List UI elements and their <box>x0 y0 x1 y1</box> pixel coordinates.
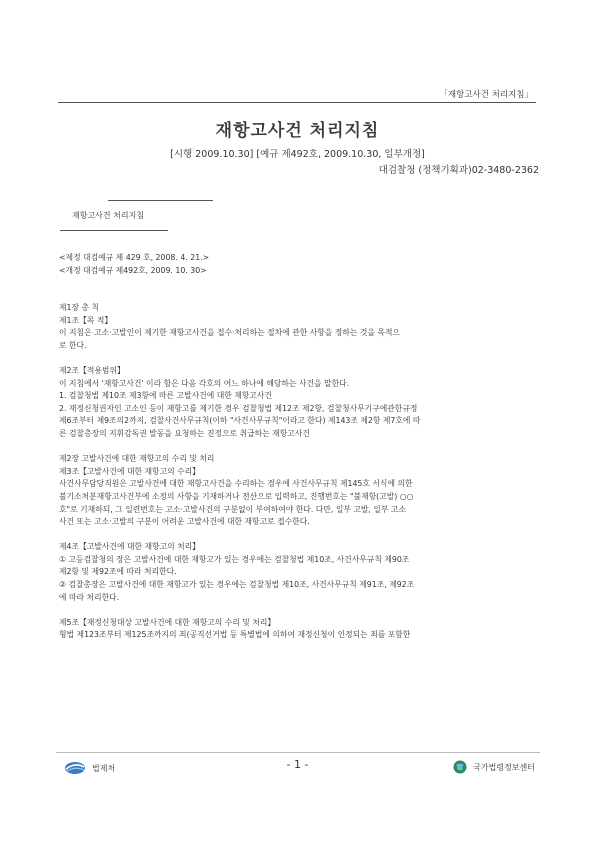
body-line: 사건사무담당직원은 고발사건에 대한 재항고사건을 수리하는 경우에 사건사무규칙 제145호 서식에 의한 <box>59 479 413 489</box>
body-line: 제1장 총 칙 <box>59 303 100 312</box>
body-line: 불기소처분재항고사건부에 소정의 사항을 기재하거나 전산으로 입력하고, 진행번호는 "불재항(고발) ○○ <box>59 491 414 501</box>
body-line: 제3조【고발사건에 대한 재항고의 수리】 <box>59 466 200 476</box>
body-line: ① 고등검찰청의 장은 고발사건에 대한 재항고가 있는 경우에는 검찰청법 제10조, 사건사무규칙 제90조 <box>59 554 410 564</box>
subtitle-top-rule <box>108 200 213 201</box>
body-line: 제5조【재정신청대상 고발사건에 대한 재항고의 수리 및 처리】 <box>59 617 276 627</box>
running-header: 「재항고사건 처리지침」 <box>439 90 533 100</box>
revision-history <box>59 252 539 277</box>
body-line: 이 지침에서 '재항고사건' 이라 함은 다음 각호의 어느 하나에 해당하는 사건을 말한다. <box>59 378 350 388</box>
body-line: 형법 제123조부터 제125조까지의 죄(공직선거법 등 특별법에 의하여 재정신청이 인정되는 죄를 포함한 <box>59 630 411 640</box>
body-line: 제2장 고발사건에 대한 재항고의 수리 및 처리 <box>59 454 215 464</box>
history-line: <개정 대검예규 제492호, 2009. 10. 30> <box>59 265 207 275</box>
footer-divider <box>56 752 540 753</box>
paragraph-gap <box>59 352 539 365</box>
footer-center-name: 국가법령정보센터 <box>473 762 535 772</box>
body-line: 이 지침은 고소·고발인이 제기한 재항고사건을 접수·처리하는 절차에 관한 사항을 정하는 것을 목적으 <box>59 328 401 338</box>
footer-org: 법제처 <box>92 763 116 773</box>
globe-icon <box>453 760 467 774</box>
body-line: 제6조부터 제9조의2까지, 검찰사건사무규칙(이하 "사건사무규칙"이라고 한다) 제143조 제2항 제7호에 따 <box>59 416 421 426</box>
contact-info: 대검찰청 (정책기획과)02-3480-2362 <box>378 165 539 176</box>
page-number: - 1 - <box>286 758 309 771</box>
subtitle-bottom-rule <box>60 230 168 231</box>
enforcement-info: [시행 2009.10.30] [예규 제492호, 2009.10.30, 일부개정] <box>170 149 425 160</box>
paragraph-gap <box>59 604 539 617</box>
page-title: 재항고사건 처리지침 <box>215 121 380 141</box>
paragraph-gap <box>59 441 539 454</box>
body-line: ② 검찰총장은 고발사건에 대한 재항고가 있는 경우에는 검찰청법 제10조, 사건사무규칙 제91조, 제92조 <box>59 580 415 590</box>
body-line: 2. 재정신청권자인 고소인 등이 재항고를 제기한 경우 검찰청법 제12조 제2항, 검찰청사무기구에관한규정 <box>59 403 418 413</box>
body-line: 호"로 기재하되, 그 일련번호는 고소·고발사건의 구분없이 부여하여야 한다. 다만, 일부 고발, 일부 고소 <box>59 504 406 514</box>
body-line: 제2항 및 제92조에 따라 처리한다. <box>59 567 177 577</box>
body-line: 로 한다. <box>59 340 87 350</box>
header-divider <box>58 102 536 103</box>
body-line: 제4조【고발사건에 대한 재항고의 처리】 <box>59 542 200 552</box>
body-line: 제1조【목 적】 <box>59 315 113 325</box>
body-line: 1. 검찰청법 제10조 제3항에 따른 고발사건에 대한 재항고사건 <box>59 391 272 401</box>
document-subtitle: 재항고사건 처리지침 <box>72 211 145 220</box>
footer-right <box>453 760 535 774</box>
paragraph-gap <box>59 529 539 542</box>
body-line: 제2조【적용범위】 <box>59 365 125 375</box>
history-line: <제정 대검예규 제 429 호, 2008. 4. 21.> <box>59 253 210 262</box>
body-line: 른 검찰총장의 지휘감독권 발동을 요청하는 진정으로 취급하는 재항고사건 <box>59 428 310 438</box>
body-line: 사건 또는 고소·고발의 구분이 어려운 고발사건에 대한 재항고로 접수한다. <box>59 517 310 527</box>
document-body <box>59 302 539 642</box>
body-line: 에 따라 처리한다. <box>59 592 120 602</box>
